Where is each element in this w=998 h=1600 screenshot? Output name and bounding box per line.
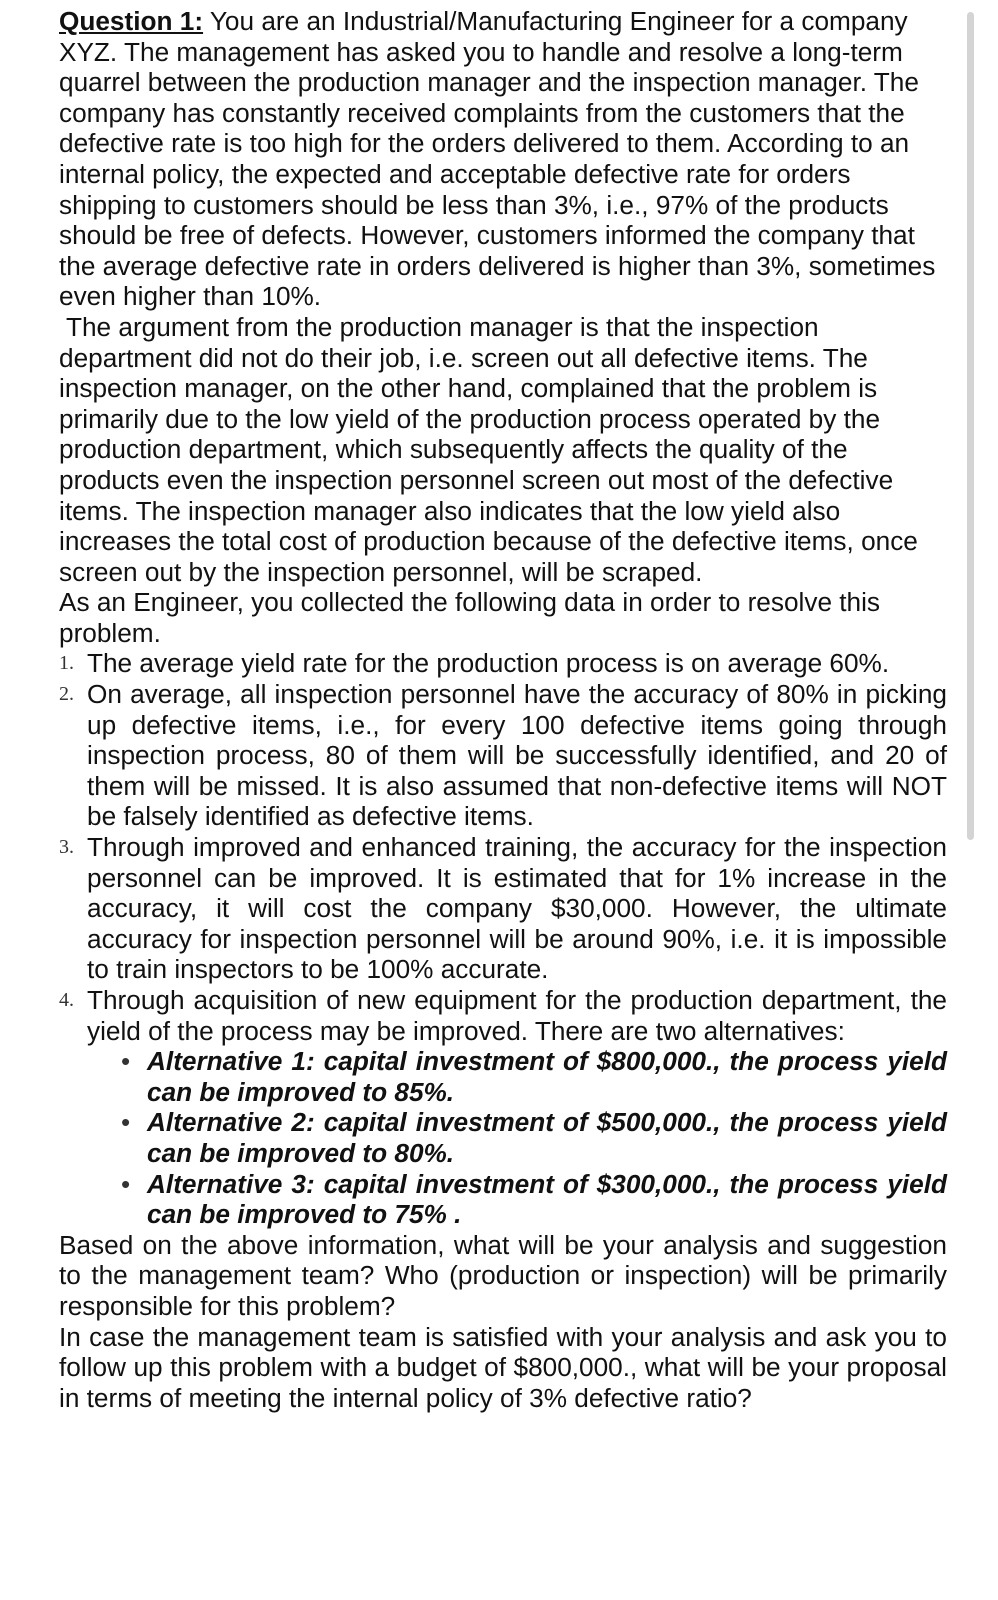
list-item-text: Through improved and enhanced training, the accuracy for the inspection personnel can be improved. It is estimated that for 1% increase in the accuracy, it will cost the company $30,000. However, the ultimate accuracy for inspection personnel will be around 90%, i.e. it is impossible to train inspectors to be 100% accurate. (87, 832, 947, 985)
list-item (59, 648, 947, 679)
data-list (59, 648, 947, 1229)
question-intro (59, 6, 947, 312)
alternative-item (121, 1046, 947, 1107)
scrollbar[interactable] (967, 12, 974, 840)
question-label: Question 1: (59, 6, 204, 36)
bullet-icon: • (121, 1168, 131, 1199)
question-document (59, 6, 947, 1413)
alternatives-list (87, 1046, 947, 1230)
alternative-text: Alternative 1: capital investment of $800,000., the process yield can be improved to 85%. (147, 1046, 947, 1107)
list-number: 1. (59, 652, 74, 675)
list-number: 4. (59, 989, 74, 1011)
question-intro-text: You are an Industrial/Manufacturing Engineer for a company XYZ. The management has asked you to handle and resolve a long-term quarrel between the production manager and the inspection manager. The company has constantly received complaints from the customers that the defective rate is too high for the orders delivered to them. According to an internal policy, the expected and acceptable defective rate for orders shipping to customers should be less than 3%, i.e., 97% of the products should be free of defects. However, customers informed the company that the average defective rate in orders delivered is higher than 3%, sometimes even higher than 10%. (59, 6, 936, 312)
alternative-text: Alternative 2: capital investment of $500,000., the process yield can be improved to 80%. (147, 1107, 947, 1168)
list-item (59, 679, 947, 832)
list-item-text: On average, all inspection personnel have the accuracy of 80% in picking up defective items, i.e., for every 100 defective items going through inspection process, 80 of them will be successfully identified, and 20 of them will be missed. It is also assumed that non-defective items will NOT be falsely identified as defective items. (87, 679, 947, 832)
list-number: 2. (59, 683, 74, 706)
bullet-icon: • (121, 1046, 131, 1077)
alternative-item (121, 1169, 947, 1230)
list-number: 3. (59, 836, 74, 859)
list-item (59, 985, 947, 1230)
list-item-text: Through acquisition of new equipment for the production department, the yield of the process may be improved. There are two alternatives: (87, 985, 947, 1046)
bullet-icon: • (121, 1107, 131, 1138)
alternative-text: Alternative 3: capital investment of $300,000., the process yield can be improved to 75% . (147, 1168, 947, 1230)
alternative-item (121, 1107, 947, 1168)
ask-proposal: In case the management team is satisfied with your analysis and ask you to follow up this problem with a budget of $800,000., what will be your proposal in terms of meeting the internal policy of 3% defective ratio? (59, 1321, 947, 1413)
list-item-text: The average yield rate for the production process is on average 60%. (87, 648, 890, 679)
argument-paragraph (59, 312, 947, 587)
argument-text: The argument from the production manager is that the inspection department did not do their job, i.e. screen out all defective items. The inspection manager, on the other hand, complained that the problem is primarily due to the low yield of the production process operated by the production department, which subsequently affects the quality of the products even the inspection personnel screen out most of the defective items. The inspection manager also indicates that the low yield also increases the total cost of production because of the defective items, once screen out by the inspection personnel, will be scraped. (59, 311, 918, 587)
list-item (59, 832, 947, 985)
data-intro: As an Engineer, you collected the following data in order to resolve this problem. (59, 587, 881, 648)
ask-analysis: Based on the above information, what will be your analysis and suggestion to the management team? Who (production or inspection) will be primarily responsible for this problem? (59, 1229, 947, 1321)
